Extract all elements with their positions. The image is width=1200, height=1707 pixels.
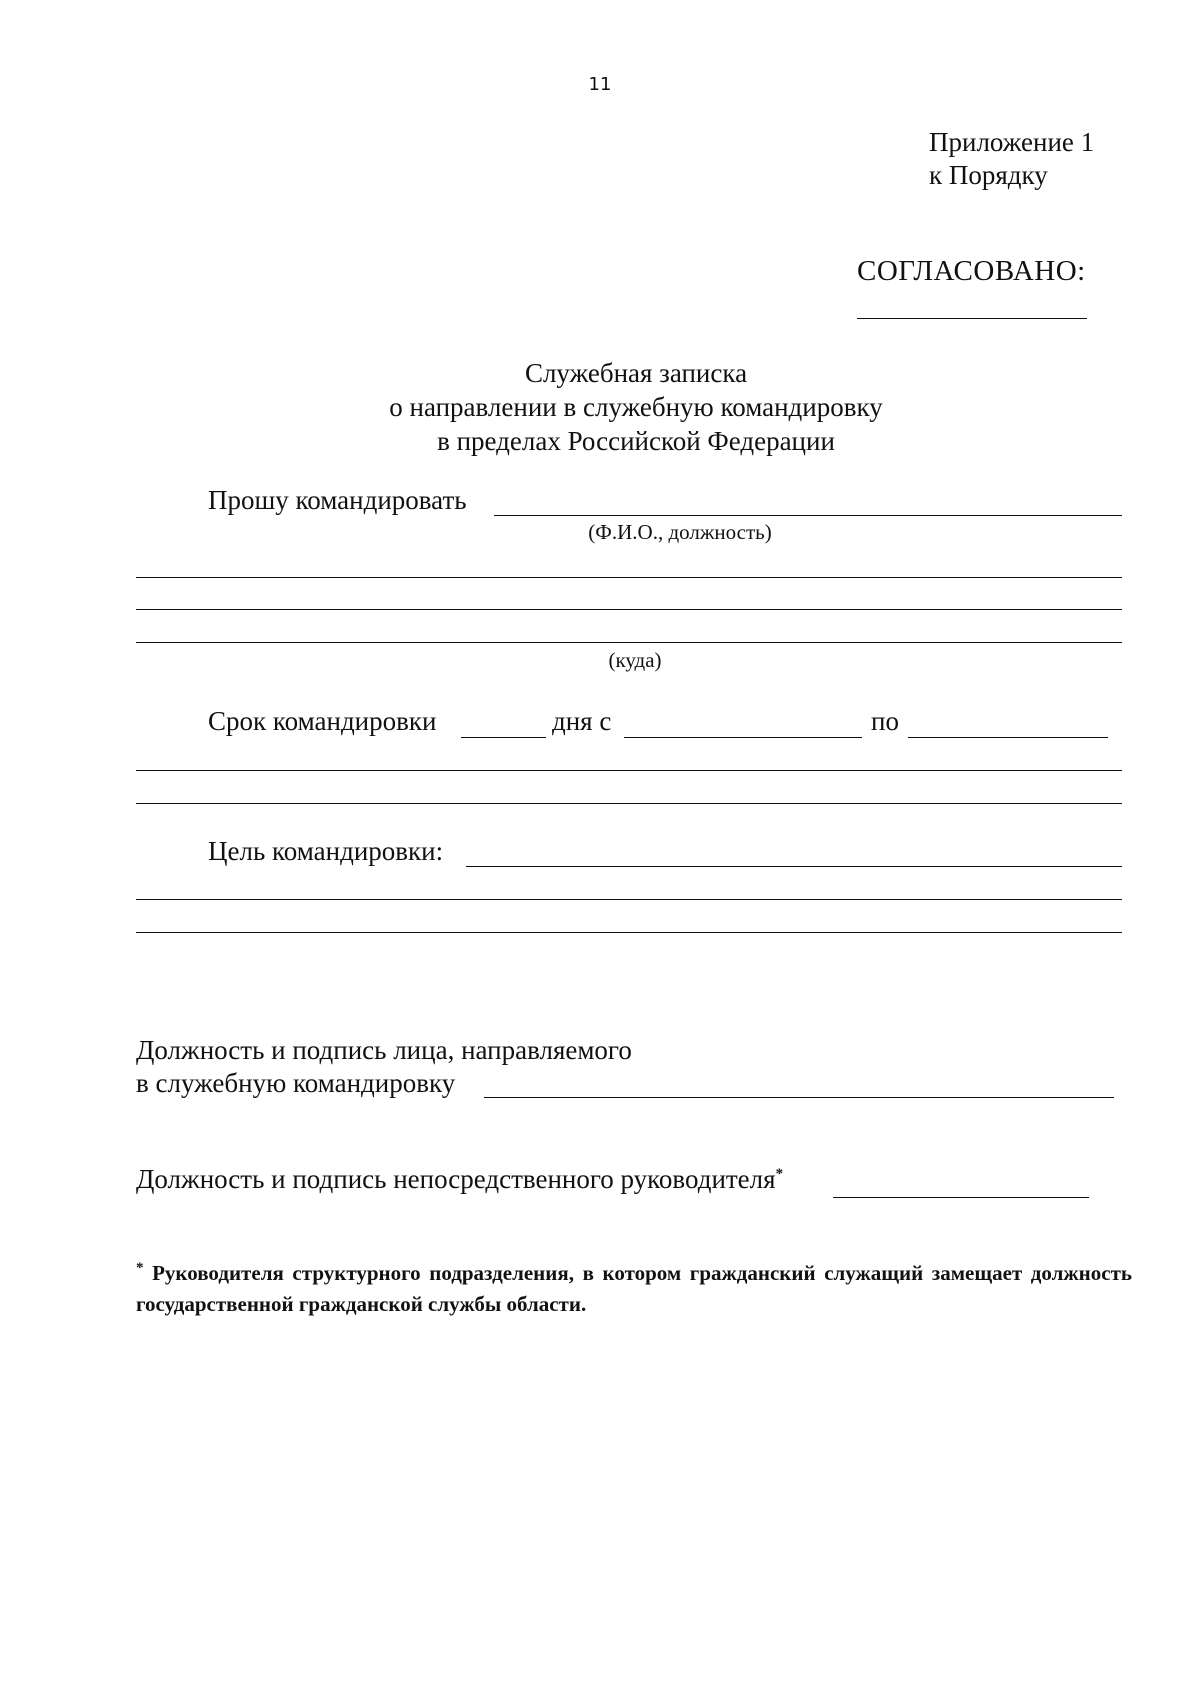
term-end-date-line[interactable] [908,737,1108,738]
appendix-line-2: к Порядку [929,160,1048,190]
term-label: Срок командировки [208,706,437,736]
traveler-signature-line[interactable] [484,1097,1114,1098]
purpose-line-1[interactable] [466,866,1122,867]
term-start-date-line[interactable] [624,737,862,738]
term-extra-line-2[interactable] [136,803,1122,804]
term-to-label: по [871,706,899,736]
traveler-signature-label-1: Должность и подпись лица, направляемого [136,1035,632,1065]
title-line-1: Служебная записка [524,358,748,388]
destination-line-2[interactable] [136,609,1122,610]
page-number: 11 [588,74,612,95]
purpose-line-2[interactable] [136,899,1122,900]
destination-line-1[interactable] [136,577,1122,578]
caption-fio: (Ф.И.О., должность) [588,520,772,544]
term-extra-line-1[interactable] [136,770,1122,771]
approval-signature-line[interactable] [857,318,1087,319]
manager-signature-text: Должность и подпись непосредственного руководителя [136,1164,776,1194]
manager-signature-label [136,1164,783,1195]
term-days-line[interactable] [461,737,546,738]
destination-line-3[interactable] [136,642,1122,643]
footnote [136,1258,1132,1320]
document-title [300,356,972,458]
request-fio-line[interactable] [494,515,1122,516]
approval-label: СОГЛАСОВАНО: [857,255,1086,287]
request-label: Прошу командировать [208,485,467,515]
appendix-line-1: Приложение 1 [929,127,1095,157]
footnote-reference-mark: * [775,1166,784,1182]
caption-where: (куда) [608,648,662,672]
manager-signature-line[interactable] [833,1197,1089,1198]
footnote-mark: * [136,1260,144,1276]
title-line-2: о направлении в служебную командировку [389,392,883,422]
title-line-3: в пределах Российской Федерации [437,426,835,456]
traveler-signature-label-2: в служебную командировку [136,1068,456,1098]
appendix-header [929,126,1094,192]
term-days-label: дня с [552,706,612,736]
purpose-label: Цель командировки: [208,836,444,866]
purpose-line-3[interactable] [136,932,1122,933]
footnote-text: Руководителя структурного подразделения, в котором гражданский служащий замещает должность государственной гражданской службы области. [136,1261,1133,1316]
